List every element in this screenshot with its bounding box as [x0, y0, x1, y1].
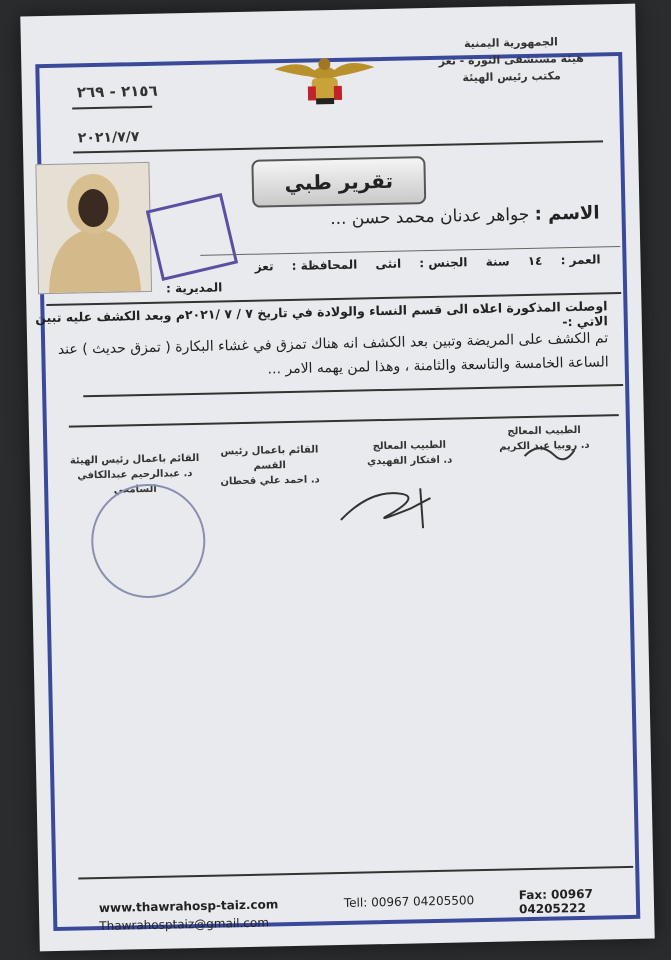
yemen-eagle-emblem-icon — [269, 49, 380, 109]
signature-name: د. عبدالرحيم عبدالكافي السامعي — [77, 468, 193, 496]
signature-department-head — [209, 442, 330, 490]
header-line-1: الجمهورية اليمنية — [463, 35, 558, 51]
footer-email[interactable]: Thawrahosptaiz@gmail.com — [99, 915, 270, 934]
signature-title: الطبيب المعالج — [372, 439, 447, 453]
document-date: ٢٠٢١/٧/٧ — [77, 129, 140, 147]
signature-name: د. روبيا عبد الكريم — [499, 439, 590, 453]
age-unit: سنة — [485, 254, 510, 269]
reference-number: ٢١٥٦ - ٢٦٩ — [76, 81, 158, 102]
governorate-value: تعز — [254, 259, 274, 274]
footer-fax: Fax: 00967 04205222 — [518, 886, 593, 917]
patient-photo — [35, 162, 152, 294]
person-photo-icon — [36, 163, 151, 293]
document-paper — [20, 4, 654, 952]
district-label: المديرية : — [165, 280, 223, 296]
report-body: تم الكشف على المريضة وتبين بعد الكشف انه هناك تمزق في غشاء البكارة ( تمزق حديث ) عند الساعة الخامسة والتاسعة والثامنة ، وهذا لمن يهمه الامر ... — [57, 330, 609, 378]
header-line-3: مكتب رئيس الهيئة — [462, 69, 561, 85]
signature-title: القائم باعمال رئيس الهيئة — [69, 452, 200, 467]
signature-title: القائم باعمال رئيس القسم — [220, 444, 319, 472]
report-intro: اوصلت المذكورة اعلاه الى قسم النساء والولادة في تاريخ ٧ / ٧ /٢٠٢١م وبعد الكشف عليه تبين الاتي :- — [35, 298, 608, 330]
footer-tel: Tell: 00967 04205500 — [343, 893, 475, 910]
handwritten-signature — [330, 468, 451, 540]
name-value: جواهر عدنان محمد حسن ... — [330, 204, 530, 230]
governorate-label: المحافظة : — [291, 257, 358, 273]
letterhead — [426, 32, 597, 87]
handwritten-signature — [519, 435, 580, 476]
gender-value: انثى — [375, 256, 402, 272]
age-value: ١٤ — [527, 253, 543, 268]
footer-website[interactable]: www.thawrahosp-taiz.com — [98, 897, 279, 916]
footer — [99, 876, 650, 948]
signature-name: د. احمد علي قحطان — [220, 474, 320, 488]
header-line-2: هيئة مستشفى الثورة - تعز — [438, 51, 585, 68]
signature-doctor-2 — [354, 437, 465, 469]
age-label: العمر : — [560, 252, 601, 268]
signature-name: د. افتكار الفهيدي — [366, 454, 453, 468]
name-label: الاسم : — [534, 202, 600, 225]
report-title: تقرير طبي — [251, 156, 426, 208]
gender-label: الجنس : — [419, 255, 468, 271]
signature-title: الطبيب المعالج — [507, 424, 581, 438]
